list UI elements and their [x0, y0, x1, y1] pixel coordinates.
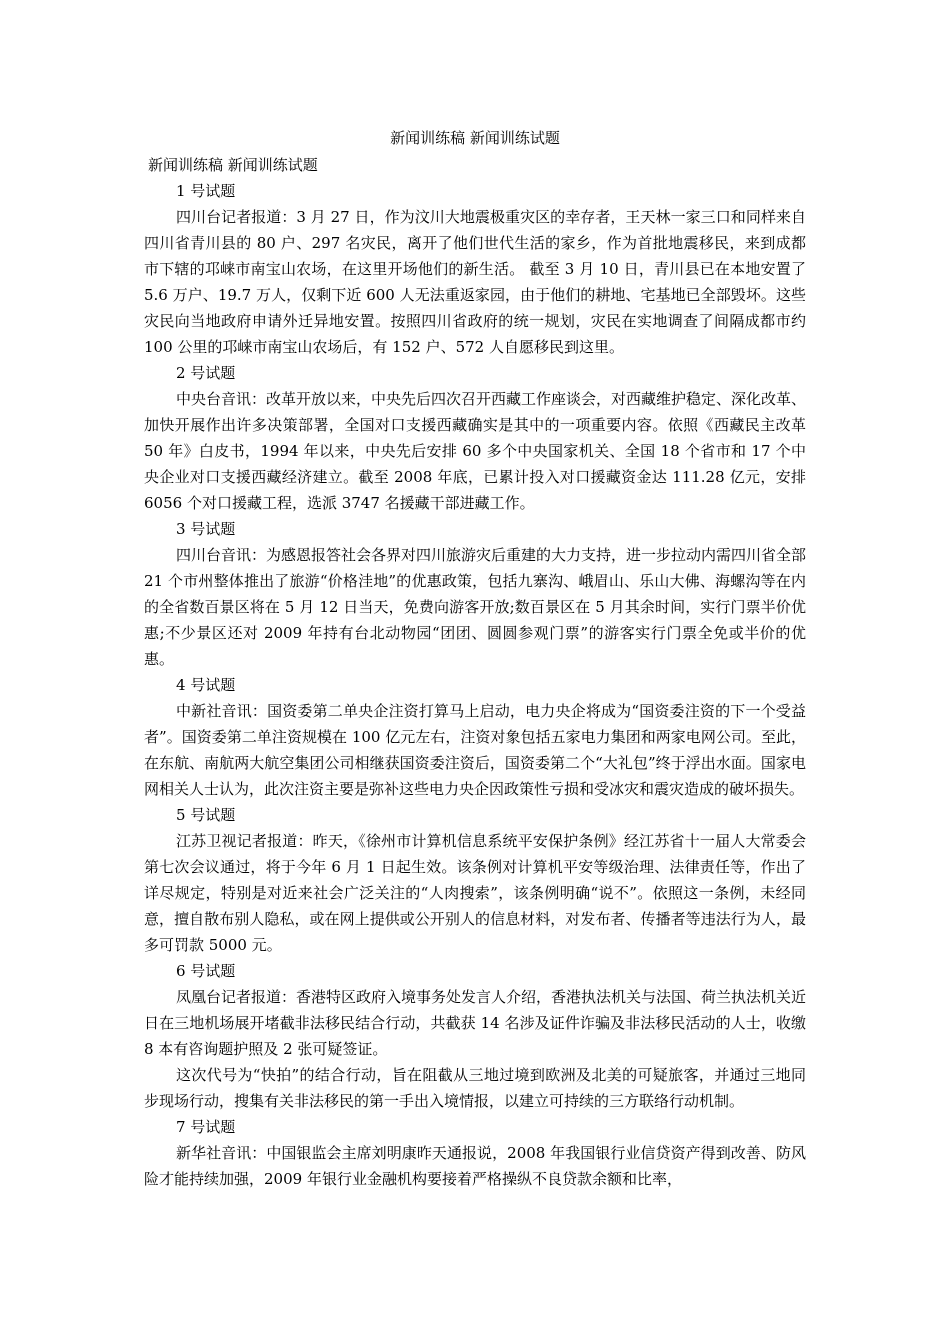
section-heading: 5 号试题: [176, 806, 236, 824]
section-heading: 3 号试题: [176, 520, 236, 538]
section-7: [144, 1114, 806, 1192]
section-paragraph: 中新社音讯：国资委第二单央企注资打算马上启动，电力央企将成为“国资委注资的下一个受益者”。国资委第二单注资规模在 100 亿元左右，注资对象包括五家电力集团和两家电网公司。至此，在东航、南航两大航空集团公司相继获国资委注资后，国资委第二个“大礼包”终于浮出水面。国家电网相关人士认为，此次注资主要是弥补这些电力央企因政策性亏损和受冰灾和震灾造成的破坏损失。: [144, 702, 806, 798]
section-heading: 4 号试题: [176, 676, 236, 694]
section-3: [144, 516, 806, 672]
document-subtitle: 新闻训练稿 新闻训练试题: [148, 156, 318, 174]
document-page: [144, 124, 806, 1192]
section-paragraph: 凤凰台记者报道：香港特区政府入境事务处发言人介绍，香港执法机关与法国、荷兰执法机关近日在三地机场展开堵截非法移民结合行动，共截获 14 名涉及证件诈骗及非法移民活动的人士，收缴 8 本有咨询题护照及 2 张可疑签证。: [144, 988, 807, 1058]
section-4: [144, 672, 806, 802]
section-1: [144, 178, 806, 360]
section-2: [144, 360, 806, 516]
section-paragraph: 江苏卫视记者报道：昨天，《徐州市计算机信息系统平安保护条例》经江苏省十一届人大常委会第七次会议通过，将于今年 6 月 1 日起生效。该条例对计算机平安等级治理、法律责任等，作出了详尽规定，特别是对近来社会广泛关注的“人肉搜索”，该条例明确“说不”。依照这一条例，未经同意，擅自散布别人隐私，或在网上提供或公开别人的信息材料，对发布者、传播者等违法行为人，最多可罚款 5000 元。: [144, 832, 806, 954]
section-heading: 6 号试题: [176, 962, 236, 980]
section-heading: 7 号试题: [176, 1118, 236, 1136]
section-6: [144, 958, 806, 1114]
section-paragraph: 这次代号为“快拍”的结合行动，旨在阻截从三地过境到欧洲及北美的可疑旅客，并通过三地同步现场行动，搜集有关非法移民的第一手出入境情报，以建立可持续的三方联络行动机制。: [144, 1066, 806, 1110]
section-paragraph: 中央台音讯：改革开放以来，中央先后四次召开西藏工作座谈会，对西藏维护稳定、深化改革、加快开展作出许多决策部署，全国对口支援西藏确实是其中的一项重要内容。依照《西藏民主改革 50 年》白皮书，1994 年以来，中央先后安排 60 多个中央国家机关、全国 18 个省市和 17 个中央企业对口支援西藏经济建立。截至 2008 年底，已累计投入对口援藏资金达 111.28 亿元，安排 6056 个对口援藏工程，选派 3747 名援藏干部进藏工作。: [144, 390, 807, 512]
section-5: [144, 802, 806, 958]
section-paragraph: 四川台音讯：为感恩报答社会各界对四川旅游灾后重建的大力支持，进一步拉动内需四川省全部 21 个市州整体推出了旅游“价格洼地”的优惠政策，包括九寨沟、峨眉山、乐山大佛、海螺沟等在内的全省数百景区将在 5 月 12 日当天，免费向游客开放;数百景区在 5 月其余时间，实行门票半价优惠;不少景区还对 2009 年持有台北动物园“团团、圆圆参观门票”的游客实行门票全免或半价的优惠。: [144, 546, 807, 668]
document-title: 新闻训练稿 新闻训练试题: [390, 129, 560, 147]
section-paragraph: 四川台记者报道：3 月 27 日，作为汶川大地震极重灾区的幸存者，王天林一家三口和同样来自四川省青川县的 80 户、297 名灾民，离开了他们世代生活的家乡，作为首批地震移民，来到成都市下辖的邛崃市南宝山农场，在这里开场他们的新生活。 截至 3 月 10 日，青川县已在本地安置了 5.6 万户、19.7 万人，仅剩下近 600 人无法重返家园，由于他们的耕地、宅基地已全部毁坏。这些灾民向当地政府申请外迁异地安置。按照四川省政府的统一规划，灾民在实地调查了间隔成都市约 100 公里的邛崃市南宝山农场后，有 152 户、572 人自愿移民到这里。: [144, 208, 806, 356]
section-heading: 1 号试题: [176, 182, 236, 200]
section-heading: 2 号试题: [176, 364, 236, 382]
section-paragraph: 新华社音讯：中国银监会主席刘明康昨天通报说，2008 年我国银行业信贷资产得到改善、防风险才能持续加强，2009 年银行业金融机构要接着严格操纵不良贷款余额和比率，: [144, 1144, 806, 1188]
